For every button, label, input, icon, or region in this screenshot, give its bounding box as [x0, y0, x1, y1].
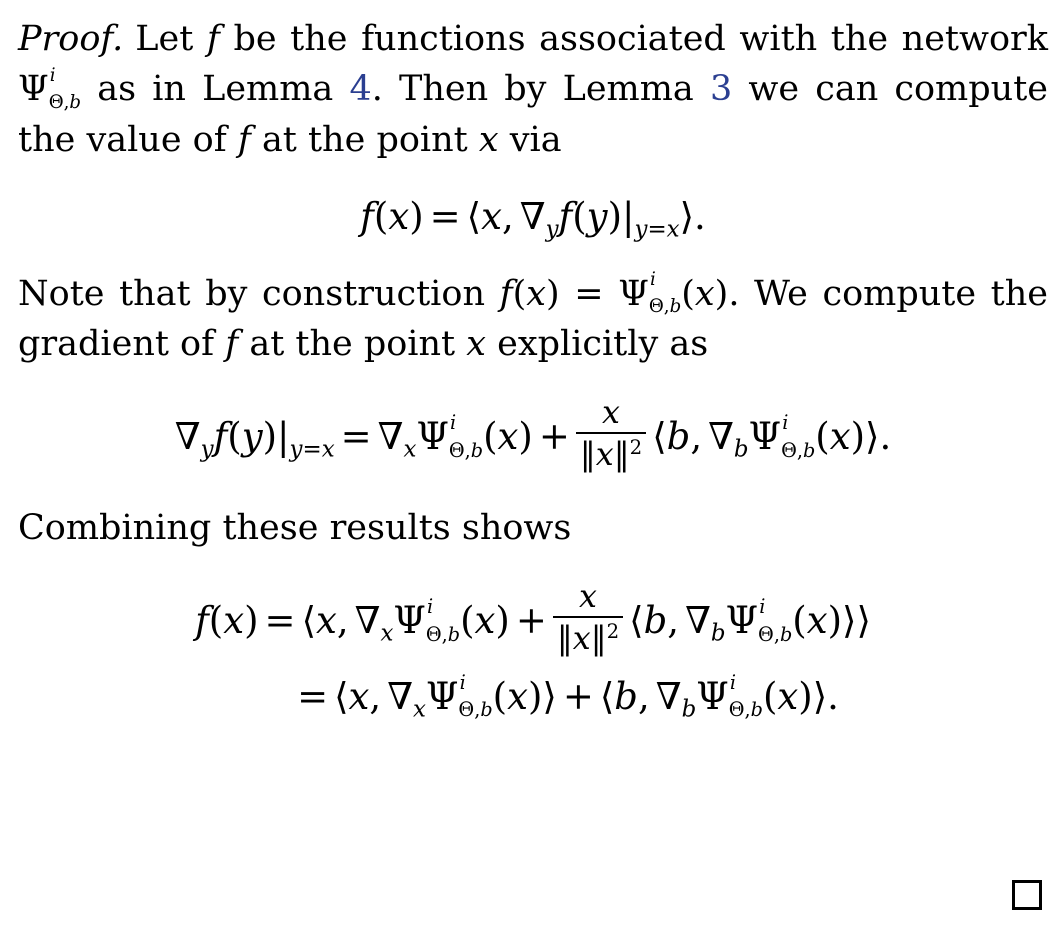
p2-part-b: . We compute the gradient of [18, 273, 1048, 364]
equation-3-line-2: = ⟨x, ∇xΨ i Θ,b (x)⟩ + ⟨b, ∇bΨ i Θ,b (x)⟩. [297, 670, 839, 723]
p1-var-f: f [206, 19, 220, 59]
p1-part-f: at the point [261, 119, 468, 160]
network-symbol-psi [18, 64, 81, 114]
psi-subscript: Θ,b [48, 91, 82, 113]
proof-paragraph-2: Note that by construction f(x) = Ψ i Θ,b (x). We compute the gradient of f at the point x explicitly as [18, 269, 1048, 364]
p1-part-c: as in Lemma [97, 69, 334, 110]
proof-paragraph-3: Combining these results shows [18, 507, 572, 548]
p1-part-b: be the functions associated with the network [233, 19, 1048, 59]
p1-var-f2: f [237, 119, 251, 160]
proof-label: Proof. [18, 19, 124, 59]
lemma-reference-4[interactable]: 4 [349, 69, 372, 110]
psi-indices: i Θ,b [48, 65, 82, 113]
lemma-reference-3[interactable]: 3 [709, 69, 733, 110]
p1-part-a: Let [135, 19, 194, 59]
p2-var-x: x [466, 323, 486, 364]
p1-part-e: we can compute the value of [18, 69, 1048, 160]
qed-box-icon [1012, 880, 1042, 910]
p1-part-g: via [509, 119, 562, 160]
p2-var-f: f [225, 323, 239, 364]
p1-var-x: x [478, 119, 499, 160]
p2-part-d: explicitly as [497, 323, 709, 364]
equation-2: ∇yf(y)|y=x = ∇xΨ i Θ,b (x) + $\frac{x}{‖x‖^2}$ ⟨b, ∇bΨ i Θ,b (x)⟩. [174, 393, 892, 474]
psi-glyph: Ψ [18, 69, 49, 110]
p1-part-d: . Then by Lemma [371, 69, 694, 110]
p2-part-c: at the point [249, 323, 456, 364]
equation-3-line-1: f(x) = ⟨x, ∇xΨ i Θ,b (x) + $\frac{x}{‖x‖^2}$ ⟨b, ∇bΨ i Θ,b (x)⟩⟩ [195, 577, 871, 658]
p2-part-a: Note that by construction [18, 273, 485, 314]
proof-block [18, 14, 1048, 722]
proof-paragraph-1 [18, 14, 1048, 165]
equation-1: f(x) = ⟨x, ∇yf(y)|y=x⟩. [360, 195, 706, 243]
